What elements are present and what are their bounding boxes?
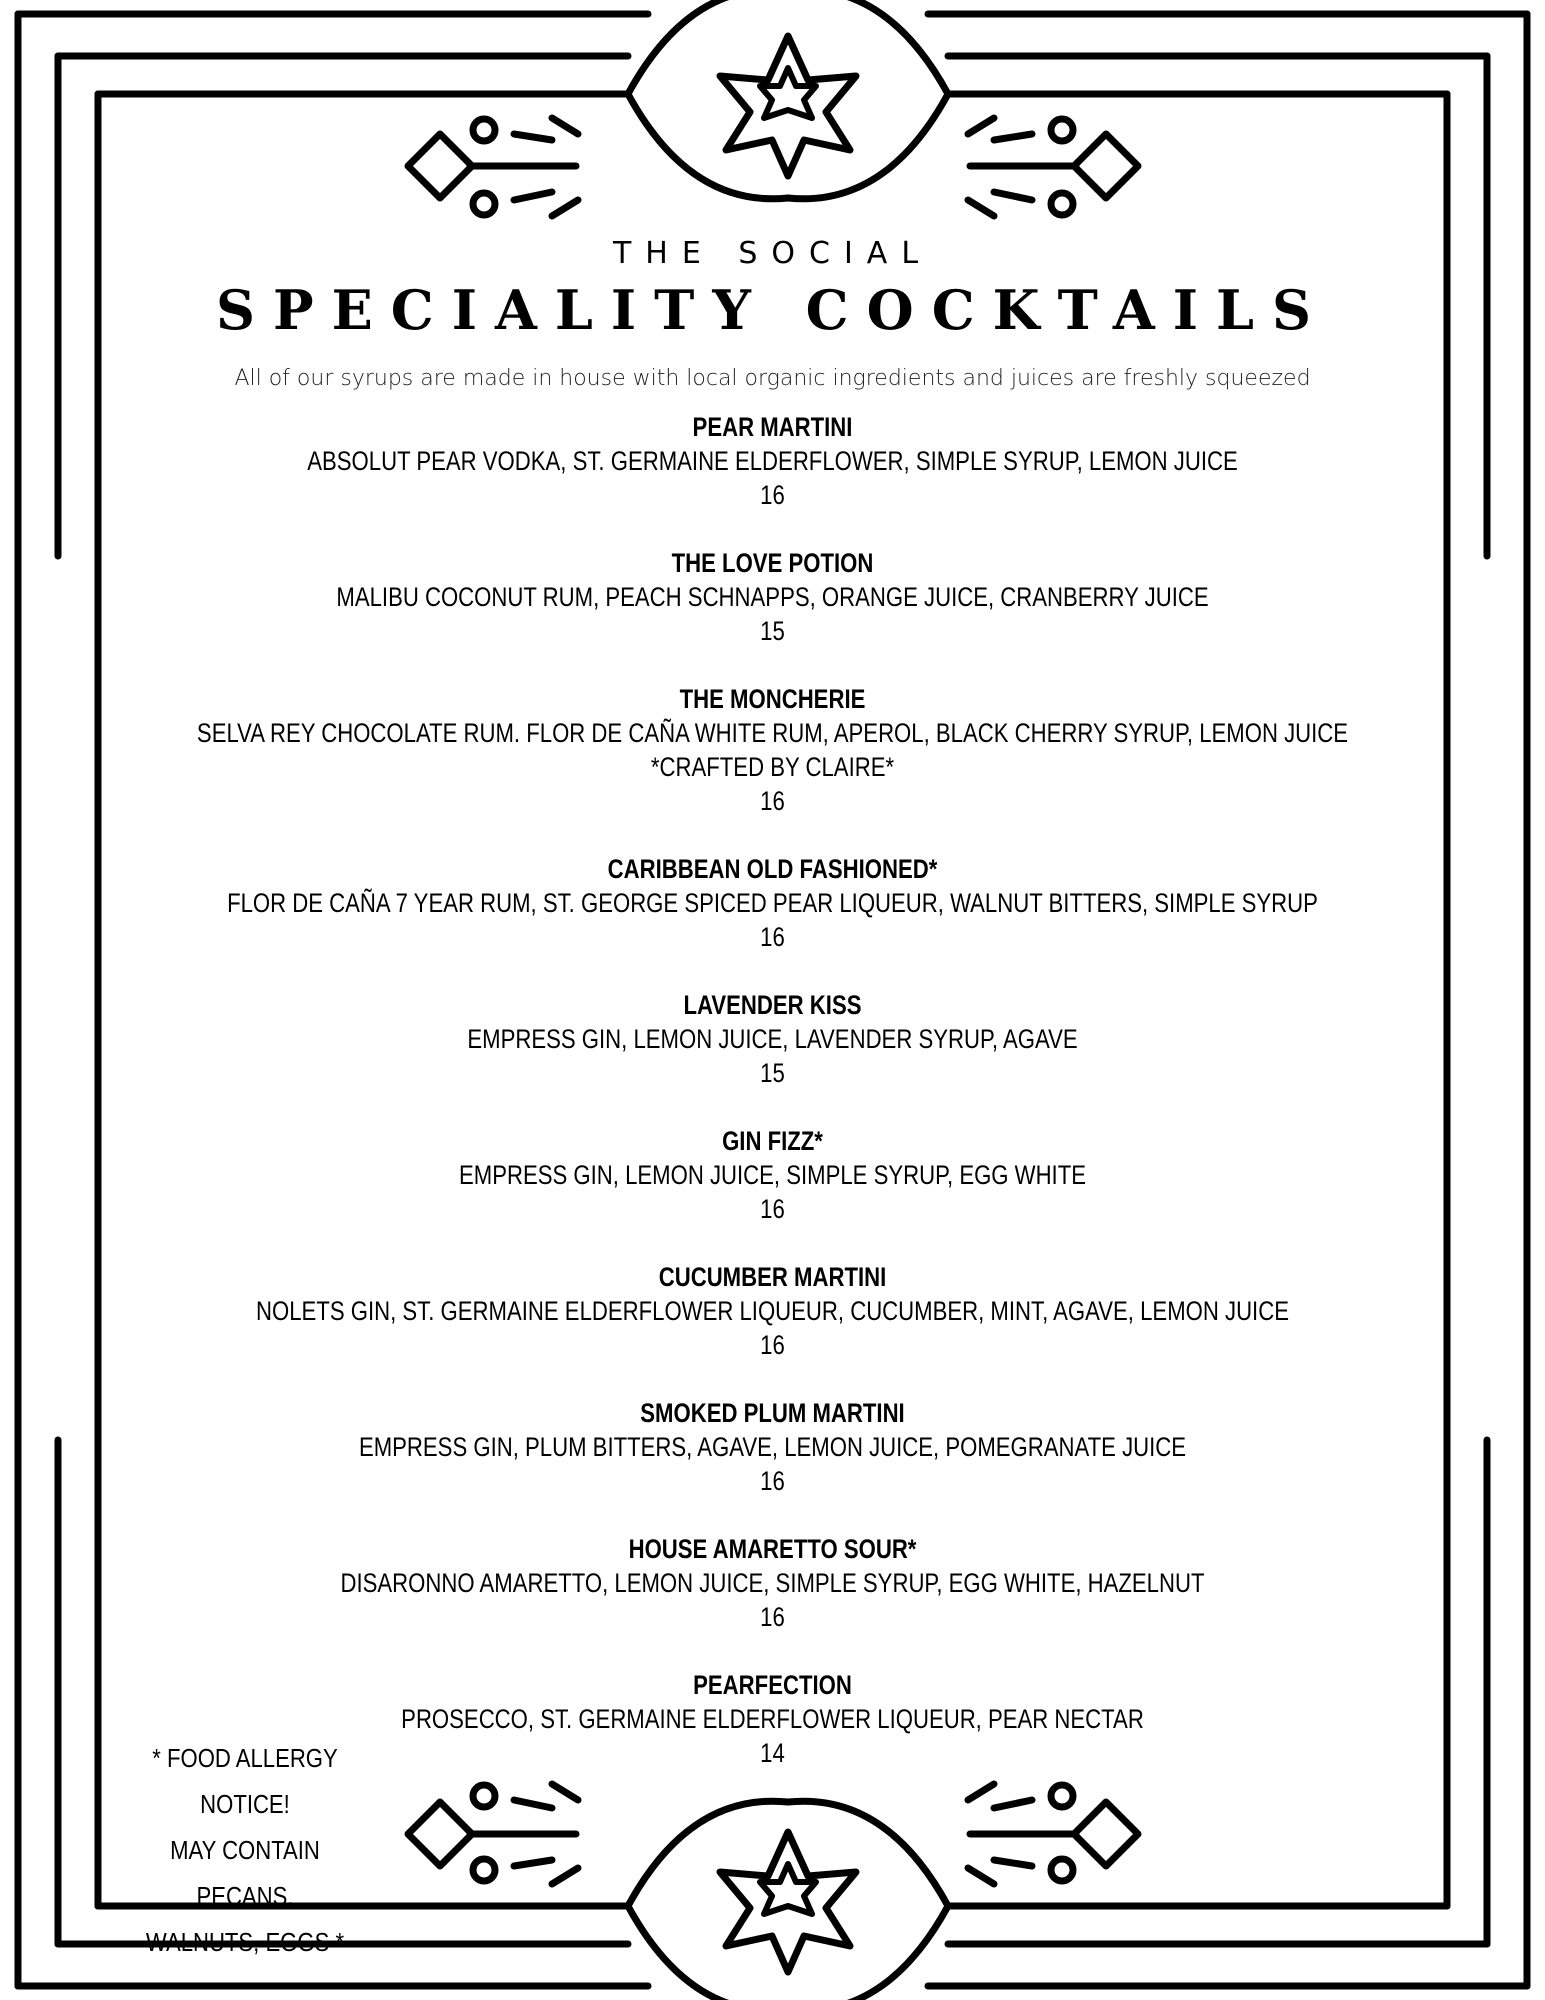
item-name: PEAR MARTINI (692, 412, 853, 442)
item-name: HOUSE AMARETTO SOUR* (628, 1534, 917, 1564)
item-description: EMPRESS GIN, LEMON JUICE, LAVENDER SYRUP, AGAVE (467, 1024, 1078, 1054)
item-name: CUCUMBER MARTINI (658, 1262, 887, 1292)
item-name: PEARFECTION (693, 1670, 852, 1700)
menu-item (139, 1124, 1406, 1226)
item-price: 16 (760, 786, 785, 816)
item-note: *CRAFTED BY CLAIRE* (650, 752, 895, 782)
bottom-ornament (408, 1784, 1138, 2000)
item-price: 15 (760, 1058, 785, 1088)
item-description: MALIBU COCONUT RUM, PEACH SCHNAPPS, ORANGE JUICE, CRANBERRY JUICE (336, 582, 1209, 612)
item-name: SMOKED PLUM MARTINI (640, 1398, 905, 1428)
item-price: 16 (760, 922, 785, 952)
menu-item (139, 988, 1406, 1090)
menu-item (139, 1260, 1406, 1362)
menu-item (139, 546, 1406, 648)
menu-tagline: All of our syrups are made in house with local organic ingredients and juices are freshly squeezed (234, 366, 1311, 391)
item-description: FLOR DE CAÑA 7 YEAR RUM, ST. GEORGE SPICED PEAR LIQUEUR, WALNUT BITTERS, SIMPLE SYRUP (227, 888, 1318, 918)
top-ornament (408, 0, 1138, 216)
item-description: PROSECCO, ST. GERMAINE ELDERFLOWER LIQUEUR, PEAR NECTAR (401, 1704, 1144, 1734)
item-price: 16 (760, 1194, 785, 1224)
item-description: ABSOLUT PEAR VODKA, ST. GERMAINE ELDERFLOWER, SIMPLE SYRUP, LEMON JUICE (307, 446, 1238, 476)
item-description: EMPRESS GIN, LEMON JUICE, SIMPLE SYRUP, EGG WHITE (458, 1160, 1087, 1190)
item-price: 16 (760, 1330, 785, 1360)
menu-item (139, 1532, 1406, 1634)
menu-title: SPECIALITY COCKTAILS (216, 278, 1329, 342)
item-name: LAVENDER KISS (683, 990, 862, 1020)
item-price: 16 (760, 1602, 785, 1632)
item-name: CARIBBEAN OLD FASHIONED* (607, 854, 938, 884)
menu-item (139, 852, 1406, 954)
item-price: 15 (760, 616, 785, 646)
menu-item (139, 410, 1406, 512)
menu-item (139, 682, 1406, 818)
item-name: THE LOVE POTION (671, 548, 874, 578)
allergy-line-2: MAY CONTAIN PECANS, (170, 1835, 320, 1911)
venue-name: THE SOCIAL (612, 236, 933, 271)
item-description: DISARONNO AMARETTO, LEMON JUICE, SIMPLE SYRUP, EGG WHITE, HAZELNUT (340, 1568, 1205, 1598)
menu-item (139, 1396, 1406, 1498)
item-description: NOLETS GIN, ST. GERMAINE ELDERFLOWER LIQUEUR, CUCUMBER, MINT, AGAVE, LEMON JUICE (256, 1296, 1289, 1326)
allergy-line-3: WALNUTS, EGGS * (145, 1927, 345, 1957)
item-name: THE MONCHERIE (679, 684, 866, 714)
item-price: 16 (760, 480, 785, 510)
item-price: 14 (760, 1738, 785, 1768)
cocktail-list (0, 410, 1545, 1804)
item-description: SELVA REY CHOCOLATE RUM. FLOR DE CAÑA WHITE RUM, APEROL, BLACK CHERRY SYRUP, LEMON JUICE (196, 718, 1349, 748)
item-name: GIN FIZZ* (722, 1126, 823, 1156)
item-price: 16 (760, 1466, 785, 1496)
item-description: EMPRESS GIN, PLUM BITTERS, AGAVE, LEMON JUICE, POMEGRANATE JUICE (358, 1432, 1187, 1462)
allergy-line-1: * FOOD ALLERGY NOTICE! (152, 1743, 338, 1819)
allergy-notice (126, 1735, 364, 1965)
